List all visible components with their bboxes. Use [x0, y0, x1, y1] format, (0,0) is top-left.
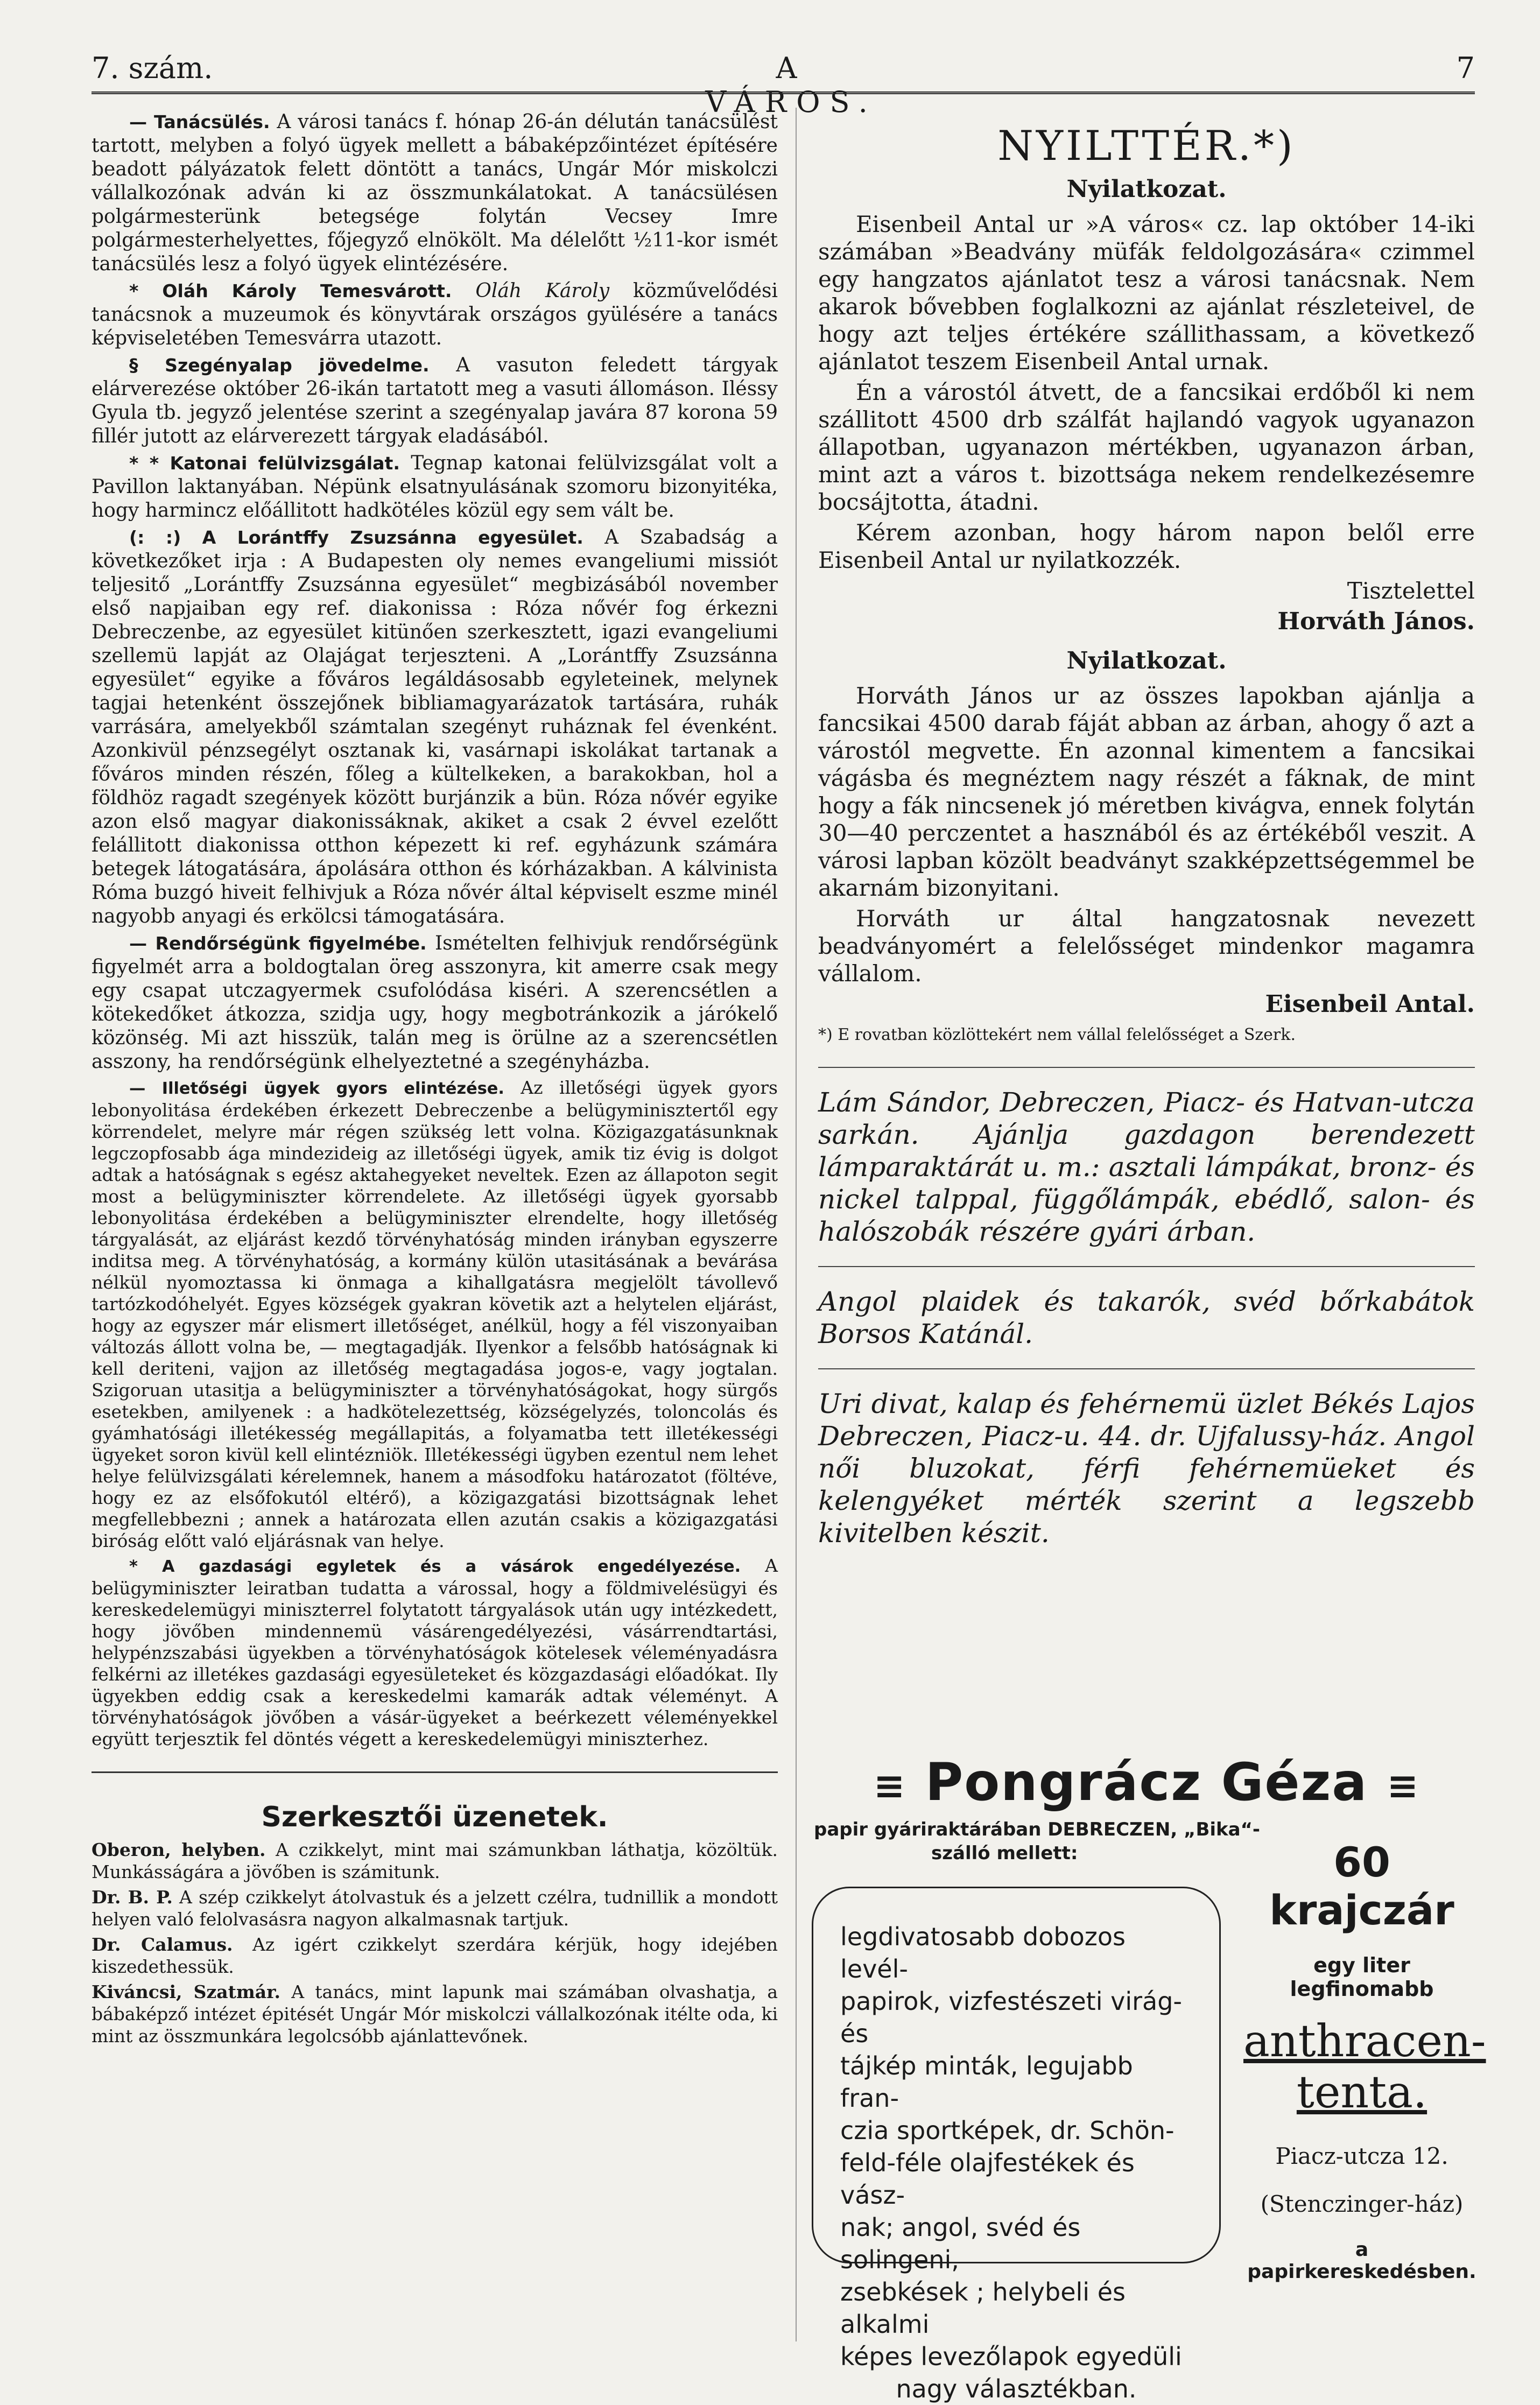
- signature: Eisenbeil Antal.: [1265, 990, 1475, 1018]
- advertisement: Angol plaidek és takarók, svéd bőrkabátok Borsos Katánál.: [818, 1286, 1475, 1349]
- box-line: czia sportképek, dr. Schön-: [840, 2116, 1175, 2145]
- editor-message: Kiváncsi, Szatmár. A tanács, mint lapunk mai számában olvashatja, a bábaképző intézet épitését Ungár Mór miskolczi vállalkozónak itélte oda, ki mint az összmunkára legolcsóbb ajánlattevőnek.: [92, 1981, 778, 2047]
- rule: [818, 1266, 1475, 1267]
- issue-number: 7. szám.: [92, 51, 213, 85]
- column-divider: [796, 108, 797, 2341]
- ink-ad: [1243, 1838, 1486, 2283]
- news-item: § Szegényalap jövedelme. A vasuton feledett tárgyak elárverezése október 26-ikán tartatott meg a vasuti állomáson. Iléssy Gyula tb. jegyző jelentése szerint a szegényalap javára 87 korona 59 fillér jutott az elárverezett tárgyak eladásából.: [92, 354, 778, 447]
- news-item: * A gazdasági egyletek és a vásárok engedélyezése. A belügyminiszter leiratban tudatta a várossal, hogy a földmivelésügyi és kereskedelemügyi miniszterrel folytatott tárgyalások után ugy intézkedett, hogy jövőben mindennemü vásárengedélyezési, vásárrendtartási, helypénzszabási ügyekben a törvényhatóságok kötelesek véleményadásra felkérni az illetékes gazdasági egyesületeket és közgazdasági előadókat. Ily ügyekben eddig csak a kereskedelmi kamarák adtak véleményt. A törvényhatóságok jövőben a vásár-ügyeket a beérkezett véleményekkel együtt terjesztik fel döntés végett a kereskedelemügyi miniszterhez.: [92, 1555, 778, 1749]
- greeting: Tisztelettel: [1347, 578, 1475, 604]
- ink-liter: egy liter legfinomabb: [1290, 1953, 1434, 2001]
- advertisement: Uri divat, kalap és fehérnemü üzlet Békés Lajos Debreczen, Piacz-u. 44. dr. Ujfalussy-ház. Angol női bluzokat, férfi fehérnemüeket és kelengyéket mérték szerint a legszebb kivitelben készit.: [818, 1388, 1475, 1549]
- statement-paragraph: Eisenbeil Antal ur »A város« cz. lap október 14-iki számában »Beadvány müfák feldolgozására« czimmel egy hangzatos ajánlatot tesz a városi tanácsnak. Nem akarok bővebben foglalkozni az ajánlat részleteivel, de hogy azt teljes értékére szállithassam, a következő ajánlatot teszem Eisenbeil Antal urnak.: [818, 211, 1475, 375]
- news-item: (: :) A Lorántffy Zsuzsánna egyesület. A Szabadság a következőket irja : A Budapesten oly nemes evangeliumi missiót teljesitő „Lorántffy Zsuzsánna egyesület“ megbizásából november első napjaiban egy ref. diakonissa : Róza nővér fog érkezni Debreczenbe, az egyesület kitünően szerkesztett, igazi evangeliumi szellemü lapját az Olajágat terjeszteni. A „Lorántffy Zsuzsánna egyesület“ egyike a főváros legáldásosabb egyleteinek, melynek tagjai hetenként összejőnek bibliamagyarázatok tartására, ruhák varrására, amelyekből számtalan szegényt ruháznak fel évenként. Azonkivül pénzsegélyt osztanak ki, vasárnapi iskolákat tartanak a főváros minden részén, főleg a kültelkeken, a barakokban, hol a földhöz ragadt szegények között burjánzik a bün. Róza nővér egyike azon első magyar diakonissáknak, akiket a csak 2 évvel ezelőtt felállitott diakonissa otthon képezett ki ref. egyházunk számára betegek látogatására, ápolására otthon és kórházakban. A kálvinista Róma buzgó hiveit felhivjuk a Róza nővér által képviselt eszme minél nagyobb anyagi és erkölcsi támogatására.: [92, 526, 778, 927]
- pongracz-line: papir gyáriraktárában DEBRECZEN, „Bika“-: [814, 1819, 1261, 1840]
- left-column: [92, 110, 778, 2050]
- right-column: [818, 110, 1475, 1552]
- editor-message: Dr. B. P. A szép czikkelyt átolvastuk és a jelzett czélra, tudnillik a mondott helyen való felolvasásra nagyon alkalmasnak tartjuk.: [92, 1887, 778, 1930]
- statement-paragraph: Horváth ur által hangzatosnak nevezett beadványomért a felelősséget mindenkor magamra vállalom.: [818, 905, 1475, 987]
- section-rule: [92, 1771, 778, 1773]
- news-item: — Rendőrségünk figyelmébe. Ismételten felhivjuk rendőrségünk figyelmét arra a boldogtalan öreg asszonyra, kit amerre csak megy egy csapat utczagyermek csufolódása kiséri. A szerencsétlen a kötekedőket átkozza, szidja ugy, hogy megbotránkozik a járókelő közönség. Mi azt hisszük, talán meg is örülne az a szerencsétlen asszony, ha rendőrségünk elhelyeztetné a szegényházba.: [92, 932, 778, 1073]
- footnote: *) E rovatban közlöttekért nem vállal felelősséget a Szerk.: [818, 1025, 1296, 1044]
- statement-title: Nyilatkozat.: [1066, 647, 1227, 674]
- pongracz-advertisement: [807, 1752, 1486, 2403]
- box-line: képes levezőlapok egyedüli: [840, 2342, 1182, 2371]
- ink-address: Piacz-utcza 12.: [1275, 2143, 1448, 2169]
- editor-messages-title: Szerkesztői üzenetek.: [261, 1801, 608, 1833]
- header-rule: [92, 92, 1475, 94]
- ink-shop: a papirkereskedésben.: [1247, 2239, 1476, 2283]
- statement-paragraph: Kérem azonban, hogy három napon belől erre Eisenbeil Antal ur nyilatkozzék.: [818, 519, 1475, 573]
- news-item: * Oláh Károly Temesvárott. Oláh Károly közművelődési tanácsnok a muzeumok és könyvtárak országos gyülésére a tanács képviseletében Temesvárra utazott.: [92, 280, 778, 349]
- ink-house: (Stenczinger-ház): [1260, 2191, 1464, 2217]
- box-line: papirok, vizfestészeti virág- és: [840, 1987, 1182, 2048]
- editor-message: Dr. Calamus. Az igért czikkelyt szerdára kérjük, hogy idejében kiszedethessük.: [92, 1934, 778, 1977]
- statement-paragraph: Én a várostól átvett, de a fancsikai erdőből ki nem szállitott 4500 drb szálfát hajlandó vagyok ugyanazon állapotban, ugyanazon mértékben, ugyanazon árban, mint azt a város t. bizottsága nekem rendelkezésemre bocsájtotta, átadni.: [818, 379, 1475, 515]
- box-line: tájkép minták, legujabb fran-: [840, 2051, 1133, 2113]
- nyiltter-title: NYILTTÉR.*): [997, 122, 1296, 170]
- page-number: 7: [1456, 51, 1475, 85]
- advertisement: Lám Sándor, Debreczen, Piacz- és Hatvan-utcza sarkán. Ajánlja gazdagon berendezett lámparaktárát u. m.: asztali lámpákat, bronz- és nickel talppal, függőlámpák, ebédlő, salon- és halószobák részére gyári árban.: [818, 1087, 1475, 1247]
- newspaper-title: A VÁROS.: [705, 51, 877, 119]
- box-line: feld-féle olajfestékek és vász-: [840, 2148, 1135, 2210]
- pongracz-sub: szálló mellett:: [931, 1843, 1078, 1864]
- signature: Horváth János.: [1277, 608, 1475, 635]
- ink-price: 60 krajczár: [1269, 1838, 1454, 1934]
- news-item: — Tanácsülés. A városi tanács f. hónap 26-án délután tanácsülést tartott, melyben a folyó ügyek mellett a bábaképzőintézet építésére beadott pályázatok felett döntött a tanács, Ungár Mór miskolczi vállalkozónak adván ki az összmunkálatokat. A tanácsülésen polgármesterünk betegsége folytán Vecsey Imre polgármesterhelyettes, főjegyző elnökölt. Ma délelőtt ½11-kor ismét tanácsülés lesz a folyó ügyek elintézésére.: [92, 111, 778, 275]
- box-line: zsebkések ; helybeli és alkalmi: [840, 2277, 1126, 2339]
- news-item: — Illetőségi ügyek gyors elintézése. Az illetőségi ügyek gyors lebonyolitása érdekében érkezett Debreczenbe a belügyminisztertől egy körrendelet, melyre már régen szükség lett volna. Közigazgatásunknak legczopfosabb ága mindezideig az illetőségi ügyek, amik tiz évig is dolgot adtak a hatóságnak s egész aktahegyeket neveltek. Ezen az állapoton segit most a belügyminiszter körrendelete. Az illetőségi ügyek gyorsabb lebonyolitása érdekében a belügyminiszter elrendelte, hogy illetőség tárgyalását, az eljárást kezdő törvényhatóság minden irányban egyszerre inditsa meg. A törvényhatóság, a kormány külön utasitásának a bevárása nélkül nyomoztassa ki önmaga a kihallgatásra megjelölt távollevő tartózkodóhelyét. Egyes községek gyakran követik azt a helytelen eljárást, hogy az egyszer már elismert illetőséget, anélkül, hogy a fél viszonyaiban változás állott volna be, — megtagadják. Ilyenkor a felsőbb hatóságnak ki kell deriteni, vajjon az illetőség megtagadása jogos-e, vagy jogtalan. Szigoruan utasitja a belügyminiszter a törvényhatóságokat, hogy sürgős esetekben, amilyenek : a hadkötelezettség, községelyzés, toloncolás és gyámhatósági illetékesség megállapitás, a folyamatba tett illetékességi ügyeket soron kivül kell elintézniök. Illetékességi ügyben ezentul nem lehet helye felülvizsgálati kérelemnek, hanem a másodfoku határozatot (föltéve, hogy ez az elsőfokutól eltérő), a közigazgatási bizottságnak lehet megfellebbezni ; annek a határozata ellen azután csakis a közigazgatási biróság előtt való eljárásnak van helye.: [92, 1077, 778, 1551]
- rule: [818, 1067, 1475, 1068]
- statement-title: Nyilatkozat.: [1066, 175, 1227, 203]
- rule: [818, 1368, 1475, 1369]
- box-line: nagy választékban.: [896, 2374, 1137, 2403]
- news-item: * * Katonai felülvizsgálat. Tegnap katonai felülvizsgálat volt a Pavillon laktanyában. Népünk elsatnyulásának szomoru bizonyitéka, hogy harmincz előállitott hadkötéles közül egy sem vált be.: [92, 452, 778, 522]
- box-line: nak; angol, svéd és solingeni,: [840, 2213, 1081, 2274]
- statement-paragraph: Horváth János ur az összes lapokban ajánlja a fancsikai 4500 darab fáját abban az árban, ahogy ő azt a várostól megvette. Én azonnal kimentem a fancsikai vágásba és megnéztem nagy részét a fáknak, de mint hogy a fák nincsenek jó méretben kivágva, ennek folytán 30—40 perczentet a hasznából és az értékéből veszit. A városi lapban közölt beadványt szakképzettségemmel be akarnám bizonyitani.: [818, 683, 1475, 901]
- pongracz-box: [812, 1887, 1221, 2403]
- editor-message: Oberon, helyben. A czikkelyt, mint mai számunkban láthatja, közöltük. Munkásságára a jövőben is számitunk.: [92, 1839, 778, 1882]
- box-line: legdivatosabb dobozos levél-: [840, 1922, 1126, 1984]
- ink-name: anthracen-tenta.: [1243, 2016, 1486, 2118]
- pongracz-title: ≡ Pongrácz Géza ≡: [873, 1752, 1420, 1812]
